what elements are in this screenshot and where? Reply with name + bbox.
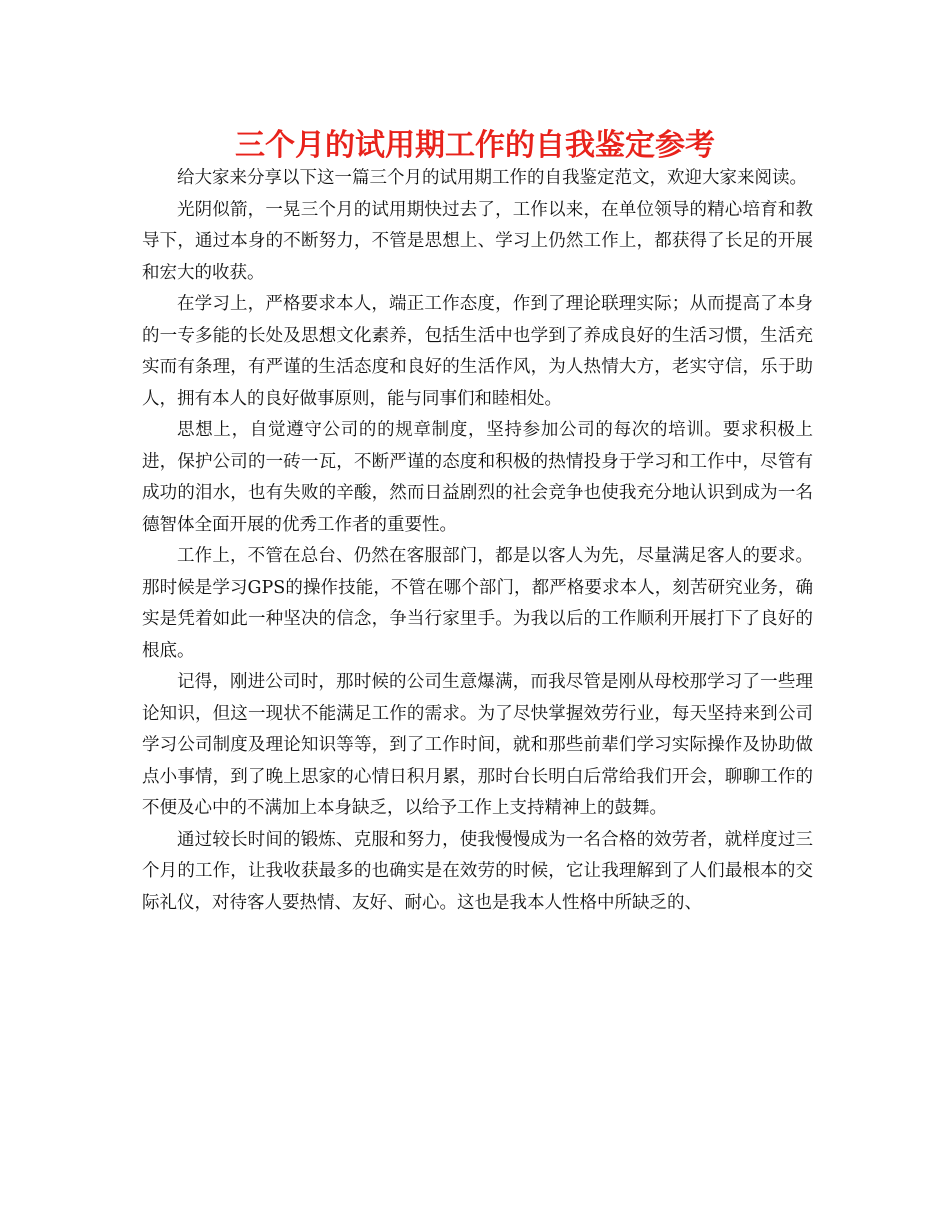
paragraph-study: 在学习上，严格要求本人，端正工作态度，作到了理论联理实际；从而提高了本身的一专多能的长处及思想文化素养，包括生活中也学到了养成良好的生活习惯，生活充实而有条理，有严谨的生活态度和良好的生活作风，为人热情大方，老实守信，乐于助人，拥有本人的良好做事原则，能与同事们和睦相处。 bbox=[142, 294, 813, 409]
paragraph-work: 工作上，不管在总台、仍然在客服部门，都是以客人为先，尽量满足客人的要求。那时候是学习GPS的操作技能，不管在哪个部门，都严格要求本人，刻苦研究业务，确实是凭着如此一种坚决的信念，争当行家里手。为我以后的工作顺利开展打下了良好的根底。 bbox=[142, 546, 813, 661]
paragraph-memory: 记得，刚进公司时，那时候的公司生意爆满，而我尽管是刚从母校那学习了一些理论知识，但这一现状不能满足工作的需求。为了尽快掌握效劳行业，每天坚持来到公司学习公司制度及理论知识等等，到了工作时间，就和那些前辈们学习实际操作及协助做点小事情，到了晚上思家的心情日积月累，那时台长明白后常给我们开会，聊聊工作的不便及心中的不满加上本身缺乏，以给予工作上支持精神上的鼓舞。 bbox=[142, 672, 813, 818]
paragraph-overview: 光阴似箭，一晃三个月的试用期快过去了，工作以来，在单位领导的精心培育和教导下，通过本身的不断努力，不管是思想上、学习上仍然工作上，都获得了长足的开展和宏大的收获。 bbox=[142, 199, 813, 283]
paragraph-growth: 通过较长时间的锻炼、克服和努力，使我慢慢成为一名合格的效劳者，就样度过三个月的工作，让我收获最多的也确实是在效劳的时候，它让我理解到了人们最根本的交际礼仪，对待客人要热情、友好、耐心。这也是我本人性格中所缺乏的、 bbox=[142, 829, 813, 913]
document-body bbox=[142, 163, 813, 919]
paragraph-thought: 思想上，自觉遵守公司的的规章制度，坚持参加公司的每次的培训。要求积极上进，保护公司的一砖一瓦，不断严谨的态度和积极的热情投身于学习和工作中，尽管有成功的泪水，也有失败的辛酸，然而日益剧烈的社会竞争也使我充分地认识到成为一名德智体全面开展的优秀工作者的重要性。 bbox=[142, 420, 813, 535]
document-title: 三个月的试用期工作的自我鉴定参考 bbox=[235, 128, 715, 163]
paragraph-intro: 给大家来分享以下这一篇三个月的试用期工作的自我鉴定范文，欢迎大家来阅读。 bbox=[177, 168, 807, 188]
